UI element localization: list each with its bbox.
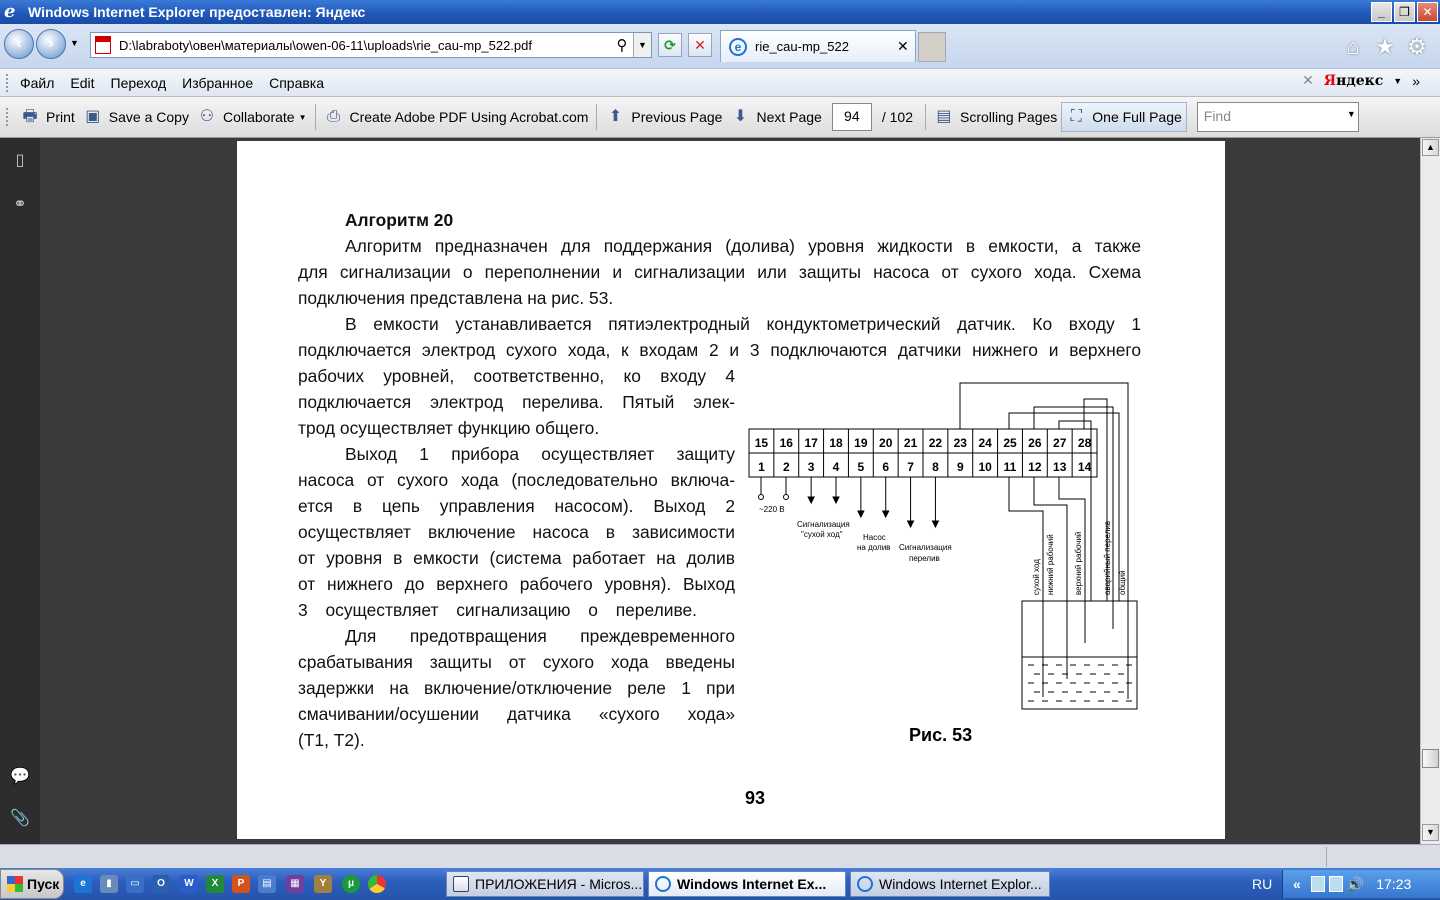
collaborate-icon: ⚇ [199,108,215,125]
yandex-bar [1302,72,1420,89]
back-arrow-icon[interactable]: ‹ [4,29,34,59]
next-page-button[interactable] [726,102,825,132]
volume-icon[interactable]: 🔊 [1346,875,1365,892]
toolbar-grip [6,74,10,92]
start-label: Пуск [27,876,60,892]
terminal-bottom-label: 4 [832,460,840,474]
tank [1022,601,1137,709]
tab-pdf[interactable] [720,30,916,62]
signal-over-label-1: Сигнализация [899,543,952,552]
text-line: ется в цепь управления насосом). Выход 2 [298,496,735,516]
text-line: для сигнализации о переполнении и сигнализации или защиты насоса от сухого хода. Схема [298,262,1141,282]
text-line: осуществляет включение насоса в зависимости [298,522,735,542]
forward-arrow-icon[interactable]: › [36,29,66,59]
text-line: Алгоритм предназначен для поддержания (долива) уровня жидкости в емкости, а также [345,236,1141,256]
word-doc-icon [453,876,469,892]
yandex-logo[interactable] [1324,73,1383,89]
scrolling-pages-label: Scrolling Pages [959,109,1058,125]
figure-caption: Рис. 53 [909,725,973,745]
home-icon[interactable]: ⌂ [1346,34,1360,59]
terminal-top-label: 20 [879,436,893,450]
output-arrowhead [883,511,889,517]
create-pdf-label: Create Adobe PDF Using Acrobat.com [349,109,589,125]
battery-icon[interactable] [1311,876,1325,892]
terminal-bottom-label: 5 [857,460,865,474]
tool-quicklaunch-icon[interactable]: Y [314,875,332,893]
ie-logo-icon: e [4,1,16,22]
floppy-disk-icon: ▣ [85,108,101,125]
terminal-bottom-label: 14 [1077,460,1092,474]
word-quicklaunch-icon[interactable]: W [180,875,198,893]
output-arrowhead [932,521,938,527]
find-placeholder: Find [1203,108,1231,124]
minimize-button[interactable]: _ [1371,2,1392,22]
yandex-close-icon[interactable]: ✕ [1302,72,1314,88]
collaborate-button[interactable] [193,102,311,132]
signal-over-label-2: перелив [909,554,940,563]
menu-help[interactable]: Справка [269,74,325,91]
terminal-bottom-label: 3 [807,460,815,474]
scroll-down-icon[interactable]: ▼ [1422,824,1439,841]
scroll-up-icon[interactable]: ▲ [1422,139,1439,156]
network-icon[interactable] [1329,876,1343,892]
window-title: Windows Internet Explorer предоставлен: Яндекс [28,4,366,20]
terminal-bottom-label: 11 [1003,460,1017,474]
taskbar-item-label: Windows Internet Ex... [677,876,827,892]
electrode-label-overflow: аварийный перелив [1103,520,1112,595]
text-line: смачивании/осушении датчика «сухого хода» [298,704,735,724]
taskbar-item-word[interactable] [446,871,644,897]
terminal-top-label: 23 [953,436,967,450]
terminal-top-label: 21 [903,436,918,450]
terminal-top-label: 26 [1028,436,1042,450]
terminal-top-label: 27 [1053,436,1067,450]
terminal-top-label: 19 [854,436,868,450]
toolbar-grip [6,108,10,126]
tab-label: rie_cau-mp_522 [755,39,849,54]
taskbar-item-ie-active[interactable] [648,871,846,897]
printer-icon: 🖶 [22,108,38,125]
terminal-bottom-label: 8 [932,460,939,474]
pump-label-1: Насос [863,533,886,542]
find-dropdown-icon[interactable]: ▼ [1346,109,1356,119]
one-full-page-label: One Full Page [1092,109,1182,125]
terminal-bottom-label: 7 [907,460,914,474]
total-pages: / 102 [881,109,913,125]
up-arrow-icon: ⬆ [608,108,623,125]
text-line: рабочих уровней, соответственно, ко входу 4 [298,366,735,386]
refresh-icon[interactable]: ⟳ [658,33,682,57]
navigation-side-panel [0,138,40,844]
pump-label-2: на долив [857,543,891,552]
acrobat-pdf-icon: ⎙ [327,108,340,125]
ie-quicklaunch-icon[interactable]: e [74,875,92,893]
attachments-binoculars-icon[interactable]: ⚭ [13,196,27,213]
pdf-file-icon [95,36,111,54]
taskbar-item-ie[interactable] [850,871,1050,897]
yandex-more-icon[interactable]: » [1412,72,1420,89]
text-line: В емкости устанавливается пятиэлектродный кондуктометрический датчик. Ко входу 1 [345,314,1141,334]
powerpoint-quicklaunch-icon[interactable]: P [232,875,250,893]
new-tab-button[interactable] [918,32,946,62]
terminal-top-label: 28 [1077,436,1092,450]
one-full-page-button[interactable] [1061,102,1187,132]
pages-icon[interactable]: ▯ [15,152,25,169]
terminal-top-label: 15 [754,436,769,450]
vertical-scrollbar[interactable] [1420,138,1440,844]
document-viewport[interactable] [40,138,1420,844]
menu-file[interactable]: Файл [20,74,55,91]
create-pdf-button[interactable] [320,102,593,132]
ie-task-icon [655,876,671,892]
text-line: подключения представлена на рис. 53. [298,288,614,308]
tray-expand-icon[interactable]: « [1293,876,1301,892]
address-bar[interactable] [90,32,652,58]
text-line: насоса от сухого хода (последовательно включа- [298,470,735,490]
signal-dry-label-2: "сухой ход" [801,530,843,539]
address-dropdown-icon[interactable]: ▼ [633,33,651,57]
server-quicklaunch-icon[interactable]: ▮ [100,875,118,893]
terminal-top-label: 18 [829,436,843,450]
electrode-label-common: общий [1118,570,1127,595]
text-line: срабатывания защиты от сухого хода введены [298,652,735,672]
text-line: Выход 1 прибора осуществляет защиту [345,444,735,464]
search-icon[interactable]: ⚲ [616,37,628,54]
chrome-quicklaunch-icon[interactable] [368,875,386,893]
text-line: задержки на включение/отключение реле 1 при [298,678,735,698]
full-page-icon: ⛶ [1070,108,1082,125]
previous-page-button[interactable] [601,102,726,132]
liquid-dashes [1028,665,1132,701]
terminal-top-label: 22 [928,436,943,450]
stop-icon[interactable]: ✕ [688,33,712,57]
start-button[interactable] [0,869,64,899]
scroll-thumb[interactable] [1422,749,1439,768]
text-line: подключается электрод сухого хода, к входам 2 и 3 подключаются датчики нижнего и верхнего [298,340,1141,360]
status-bar [0,844,1440,868]
terminal-bottom-label: 1 [758,460,765,474]
terminal-bottom-label: 6 [882,460,890,474]
ie-task-icon [857,876,873,892]
output-arrowhead [858,511,864,517]
title-bar [0,0,1440,24]
output-arrowhead [908,521,914,527]
page-number-input[interactable]: 94 [832,103,872,131]
yandex-logo-letter: Я [1323,72,1337,89]
menu-bar [0,68,1440,96]
terminal-top-label: 24 [978,436,992,450]
text-line: трод осуществляет функцию общего. [298,418,600,438]
wiring-diagram [745,379,1165,719]
paperclip-icon[interactable]: 📎 [10,810,30,827]
toolbar-separator [315,104,316,130]
power-label: ~220 В [759,505,785,514]
save-copy-button[interactable] [79,102,193,132]
next-page-label: Next Page [756,109,822,125]
toolbar-separator [596,104,597,130]
text-line: (Т1, Т2). [298,730,365,750]
page-number: 93 [745,788,766,808]
signal-dry-label-1: Сигнализация [797,520,850,529]
save-copy-label: Save a Copy [108,109,189,125]
text-line: подключается электрод перелива. Пятый элек- [298,392,735,412]
text-line: от нижнего до верхнего рабочего уровня). Выход [298,574,735,594]
chevron-down-icon: ▼ [298,112,307,122]
print-label: Print [46,109,75,125]
outlook-quicklaunch-icon[interactable]: O [152,875,170,893]
desktop-quicklaunch-icon[interactable]: ▭ [126,875,144,893]
toolbar-separator [925,104,926,130]
excel-quicklaunch-icon[interactable]: X [206,875,224,893]
taskbar [0,868,1440,900]
grid-app-quicklaunch-icon[interactable]: ▦ [286,875,304,893]
yandex-dropdown-icon[interactable]: ▼ [1393,75,1403,86]
comments-icon[interactable]: 💬 [10,768,30,785]
electrode-label-dry: сухой ход [1032,559,1041,595]
url-field[interactable]: D:\labraboty\овен\материалы\owen-06-11\uploads\rie_cau-mp_522.pdf [119,37,532,53]
previous-page-label: Previous Page [631,109,723,125]
maximize-button[interactable]: ❐ [1394,2,1415,22]
status-cell [1326,847,1440,867]
favorites-star-icon[interactable]: ★ [1375,34,1395,59]
yandex-logo-rest: ндекс [1336,72,1384,89]
clock: 17:23 [1376,876,1412,892]
document-quicklaunch-icon[interactable]: ▤ [258,875,276,893]
terminal-top-label: 16 [779,436,793,450]
menu-edit[interactable]: Edit [70,74,95,91]
output-arrowhead [833,497,839,503]
electrode-label-upper: верхний рабочий [1074,531,1083,595]
menu-favorites[interactable]: Избранное [182,74,254,91]
menu-go[interactable]: Переход [110,74,167,91]
power-terminals [759,477,789,500]
torrent-quicklaunch-icon[interactable]: μ [342,875,360,893]
terminal-top-label: 17 [804,436,818,450]
terminal-bottom-label: 10 [978,460,992,474]
history-dropdown-icon[interactable]: ▼ [70,38,79,48]
text-line: 3 осуществляет сигнализацию о переливе. [298,600,697,620]
terminal-bottom-label: 13 [1053,460,1067,474]
scrolling-pages-button[interactable] [930,102,1061,132]
text-line: Для предотвращения преждевременного [345,626,735,646]
acrobat-toolbar [0,96,1440,138]
language-indicator[interactable]: RU [1252,876,1273,892]
close-tab-icon[interactable]: ✕ [897,38,909,54]
close-window-button[interactable]: ✕ [1417,2,1438,22]
taskbar-item-label: ПРИЛОЖЕНИЯ - Micros... [475,876,643,892]
terminal-top-label: 25 [1003,436,1017,450]
output-arrowhead [808,497,814,503]
scrolling-pages-icon: ▤ [936,108,952,125]
text-line: от уровня в емкости (система работает на долив [298,548,735,568]
windows-flag-icon [7,876,23,892]
collaborate-label: Collaborate [222,109,295,125]
electrode-label-lower: нижний рабочий [1046,534,1055,595]
navigation-bar [0,24,1440,68]
pdf-page [237,141,1225,839]
ie-tab-icon: e [729,38,747,56]
terminal-bottom-label: 9 [956,460,964,474]
algorithm-heading: Алгоритм 20 [345,210,454,230]
taskbar-item-label: Windows Internet Explor... [879,876,1042,892]
print-button[interactable] [16,102,79,132]
gear-icon[interactable]: ⚙ [1407,34,1427,59]
find-input[interactable] [1197,102,1359,132]
system-tray [1282,870,1440,898]
terminal-bottom-label: 2 [782,460,790,474]
terminal-bottom-label: 12 [1028,460,1042,474]
tank-liquid [1022,657,1137,709]
down-arrow-icon: ⬇ [733,108,748,125]
